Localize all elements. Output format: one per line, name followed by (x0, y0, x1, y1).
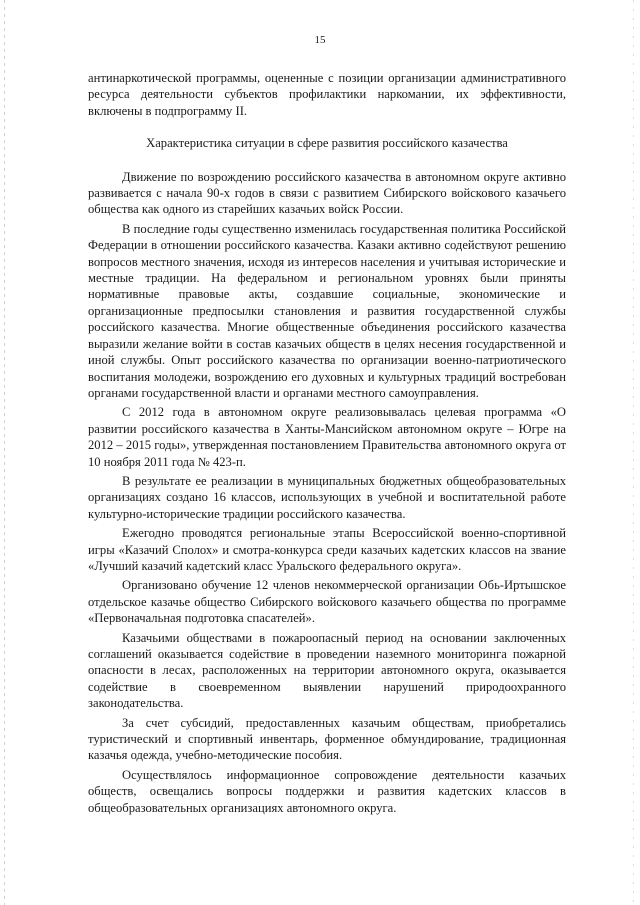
paragraph-intro-continuation: антинаркотической программы, оцененные с позиции организации административного ресурса деятельности субъектов профилактики наркомании, их эффективности, включены в подпрограмму II. (88, 71, 566, 118)
paragraph: Осуществлялось информационное сопровождение деятельности казачьих обществ, освещались вопросы поддержки и развития кадетских классов в общеобразовательных организациях автономного округа. (88, 767, 566, 815)
paragraph: Казачьими обществами в пожароопасный период на основании заключенных соглашений оказывается содействие в проведении наземного мониторинга пожарной опасности в лесах, расположенных на территории автономного округа, оказывается содействие в своевременном выявлении нарушений природоохранного законодательства. (88, 630, 566, 711)
paragraph: В результате ее реализации в муниципальных бюджетных общеобразовательных организациях создано 16 классов, использующих в учебной и воспитательной работе культурно-исторические традиции российского казачества. (88, 473, 566, 521)
paragraph: Ежегодно проводятся региональные этапы Всероссийской военно-спортивной игры «Казачий Сполох» и смотра-конкурса среди казачьих кадетских классов на звание «Лучший казачий кадетский класс Уральского федерального округа». (88, 526, 566, 573)
scan-margin-right (633, 0, 634, 905)
paragraph: За счет субсидий, предоставленных казачьим обществам, приобретались туристический и спортивный инвентарь, форменное обмундирование, традиционная казачья одежда, учебно-методические пособия. (88, 715, 566, 763)
section-heading: Характеристика ситуации в сфере развития российского казачества (146, 136, 508, 151)
scan-margin-left (4, 0, 5, 905)
paragraph: Организовано обучение 12 членов некоммерческой организации Обь-Иртышское отдельское казачье общество Сибирского войскового казачьего общества по программе «Первоначальная подготовка спасателей». (88, 578, 566, 626)
paragraph: С 2012 года в автономном округе реализовывалась целевая программа «О развитии российского казачества в Ханты-Мансийском автономном округе – Югре на 2012 – 2015 годы», утвержденная постановлением Правительства автономного округа от 10 ноября 2011 года № 423-п. (88, 405, 566, 469)
document-body (88, 70, 566, 816)
page-number: 15 (314, 34, 326, 46)
paragraph: В последние годы существенно изменилась государственная политика Российской Федерации в отношении российского казачества. Казаки активно содействуют решению вопросов местного значения, исходя из интересов населения и учитывая исторические и местные традиции. На федеральном и региональном уровнях были приняты нормативные правовые акты, создавшие социальные, экономические и организационные предпосылки становления и развития государственной службы российского казачества. Многие общественные объединения российского казачества выразили желание войти в состав казачьих обществ в целях несения государственной и иной службы. Опыт российского казачества по организации военно-патриотического воспитания молодежи, возрождению его духовных и культурных традиций востребован органами государственной власти и органами местного самоуправления. (88, 221, 566, 400)
paragraph: Движение по возрождению российского казачества в автономном округе активно развивается с начала 90-х годов в связи с развитием Сибирского войскового казачьего общества как одного из старейших казачьих войск России. (88, 169, 566, 217)
